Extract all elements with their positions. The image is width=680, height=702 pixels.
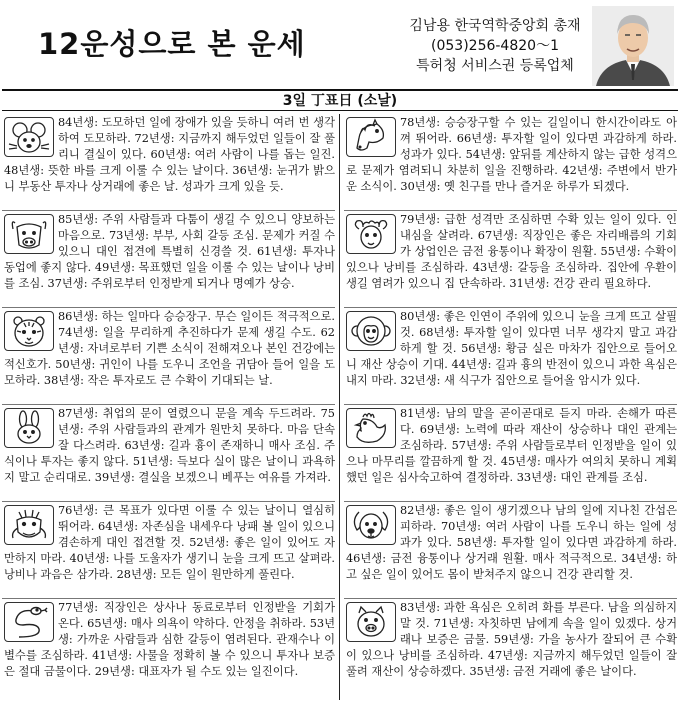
column-divider — [339, 114, 340, 700]
fortune-text: 84년생: 도모하던 일에 장애가 있을 듯하니 여러 번 생각하여 도모하라. 72년생: 지금까지 해두었던 일들이 잘 풀리니 결실이 있다. 60년생: 여러 사람이 나를 돕는 일진. 48년생: 뜻한 바를 크게 이룰 수 있는 날이다. 36년생: 눈귀가 밝으니 부동산 투자나 상거래에 좋은 날. 성과가 크게 있을 듯. — [4, 116, 335, 194]
fortune-text: 82년생: 좋은 일이 생기겠으나 남의 일에 지나친 간섭은 피하라. 70년생: 여러 사람이 나를 도우니 하는 일에 성과가 있다. 58년생: 투자할 일이 있다면 과감하게 하라. 46년생: 금전 융통이나 상거래 원활. 매사 적극적으로. 34년생: 하고 싶은 일이 있어도 몸이 받쳐주지 않으니 건강 관리할 것. — [346, 504, 677, 582]
zodiac-cell-sheep — [344, 211, 677, 308]
fortune-text: 79년생: 급한 성격만 조심하면 수확 있는 일이 있다. 인내심을 살려라. 67년생: 직장인은 좋은 자리배름의 기회가 상업인은 금전 융통이나 확장이 원활. 55년생: 수확이 있으나 낭비를 조심하라. 43년생: 갈등을 조심하라. 집안에 우환이 생길 염려가 있으니 집 단속하라. 31년생: 건강 관리 필요하다. — [346, 213, 677, 291]
fortune-text: 78년생: 승승장구할 수 있는 길일이니 한시간이라도 아껴 뛰어라. 66년생: 투자할 일이 있다면 과감하게 하라. 성과가 있다. 54년생: 앞뒤를 계산하지 않는 급한 성격으로 문제가 염려되니 차분히 일을 진행하라. 42년생: 주변에서 반가운 소식이. 30년생: 옛 친구를 만나 즐거운 하루가 되겠다. — [346, 116, 677, 194]
author-phone: (053)256-4820～1 — [431, 38, 559, 54]
author-photo — [592, 6, 674, 86]
fortune-text: 83년생: 과한 욕심은 오히려 화를 부른다. 남을 의심하지 말 것. 71년생: 자칫하면 남에게 속을 일이 있겠다. 상거래나 보증은 금물. 59년생: 가을 농사가 잘되어 큰 수확이 있으나 낭비를 조심하라. 47년생: 지금까지 해두었던 일들이 잘 풀려 재산이 상승하겠다. 35년생: 금전 거래에 좋은 날이다. — [346, 601, 677, 679]
zodiac-cell-monkey — [344, 308, 677, 405]
author-patent: 특허청 서비스권 등록업체 — [416, 58, 574, 74]
zodiac-cell-tiger — [2, 308, 335, 405]
fortune-text: 86년생: 하는 일마다 승승장구. 무슨 일이든 적극적으로. 74년생: 일을 무리하게 추진하다가 문제 생길 수도. 62년생: 자녀로부터 기쁜 소식이 전해져오나 본인 건강에는 적신호가. 50년생: 귀인이 나를 도우니 조언을 귀담아 들어 일을 도모하라. 38년생: 작은 투자로도 큰 수확이 기대되는 날. — [4, 310, 335, 388]
author-info — [400, 16, 590, 76]
zodiac-cell-dog — [344, 502, 677, 599]
fortune-text: 76년생: 큰 목표가 있다면 이룰 수 있는 날이니 열심히 뛰어라. 64년생: 자존심을 내세우다 낭패 볼 일이 있으니 겸손하게 대인 접견할 것. 52년생: 좋은 일이 있어도 자만하지 마라. 40년생: 나를 도울자가 생기니 눈을 크게 뜨고 살펴라. 낭비나 과음은 삼가라. 28년생: 모든 일이 원만하게 풀린다. — [4, 504, 335, 582]
fortune-text: 87년생: 취업의 문이 열렸으니 문을 계속 두드려라. 75년생: 주위 사람들과의 관계가 원만치 못하다. 마음 단속 잘 다스려라. 63년생: 길과 흉이 존재하니 매사 조심. 주식이나 투자는 좋지 않다. 51년생: 득보다 실이 많은 날이니 과욕하지 말고 순리대로. 39년생: 결실을 보겠으니 베푸는 여유를 가져라. — [4, 407, 335, 485]
date-bar: 3일 丁표日 (소날) — [2, 89, 678, 111]
zodiac-cell-rabbit — [2, 405, 335, 502]
fortune-text: 77년생: 직장인은 상사나 동료로부터 인정받을 기회가 온다. 65년생: 매사 의욕이 약하다. 안정을 취하라. 53년생: 가까운 사람들과 심한 갈등이 염려된다. 관재수나 이별수를 조심하라. 41년생: 사물을 정확히 볼 수 있으니 투자나 보증은 절대 금물이다. 29년생: 대표자가 될 수도 있는 일진이다. — [4, 601, 335, 679]
zodiac-cell-snake — [2, 599, 335, 696]
zodiac-cell-horse — [344, 114, 677, 211]
zodiac-cell-rat — [2, 114, 335, 211]
page-title: 12운성으로 본 운세 — [38, 27, 306, 61]
author-name: 김남용 한국역학중앙회 총재 — [409, 18, 581, 34]
fortune-grid — [2, 114, 678, 700]
fortune-text: 80년생: 좋은 인연이 주위에 있으니 눈을 크게 뜨고 살필 것. 68년생: 투자할 일이 있다면 너무 생각지 말고 과감하게 할 것. 56년생: 황금 실은 마차가 집안으로 들어오니 재산 상승이 기대. 44년생: 길과 흉의 반전이 있으니 과한 욕심은 내지 마라. 32년생: 새 식구가 집안으로 들어올 암시가 있다. — [346, 310, 677, 388]
fortune-text: 85년생: 주위 사람들과 다툼이 생길 수 있으니 양보하는 마음으로. 73년생: 부부, 사회 갈등 조심. 문제가 커질 수 있으니 대인 접견에 특별히 신경쓸 것. 61년생: 투자나 동업에 좋지 않다. 49년생: 목표했던 일을 이룰 수 있는 날이나 낭비를 조심. 37년생: 주위로부터 인정받게 되거나 명예가 상승. — [4, 213, 335, 291]
zodiac-cell-dragon — [2, 502, 335, 599]
zodiac-cell-pig — [344, 599, 677, 696]
fortune-text: 81년생: 남의 말을 곧이곧대로 듣지 마라. 손해가 따른다. 69년생: 노력에 따라 재산이 상승하나 대인 관계는 조심하라. 57년생: 주위 사람들로부터 인정받을 일이 있으나 마무리를 깔끔하게 할 것. 45년생: 매사가 여의치 못하니 계획했던 일은 심사숙고하여 결정하라. 33년생: 대인 관계를 조심. — [346, 407, 677, 485]
zodiac-cell-rooster — [344, 405, 677, 502]
header — [0, 0, 680, 86]
zodiac-cell-ox — [2, 211, 335, 308]
